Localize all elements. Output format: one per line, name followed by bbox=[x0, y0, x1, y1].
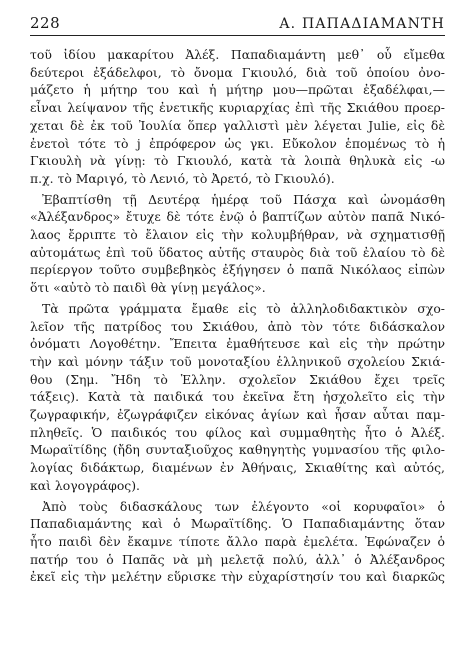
text-line: ἐνετοὶ τότε τὸ j ἐπρόφερον ὡς γκι. Εὔκολον ἑπομένως τὸ ἡ bbox=[30, 135, 445, 151]
text-line: χεται δὲ ἐκ τοῦ Ἰουλία ὅπερ γαλλιστὶ μὲν λέγεται Julie, εἰς δὲ bbox=[30, 117, 445, 133]
paragraph-baptism bbox=[30, 191, 445, 297]
text-line: Μωραϊτίδης (ἤδη συνταξιοῦχος καθηγητὴς γυμνασίου τῆς φιλο- bbox=[30, 442, 445, 458]
text-line: πληθεῖς. Ὁ παιδικός του φίλος καὶ συμμαθητὴς ἦτο ὁ Ἀλέξ. bbox=[30, 424, 445, 440]
text-line: πατήρ του ὁ Παπᾶς νὰ μὴ μελετᾷ πολύ, ἀλλ᾽ ὁ Ἀλέξανδρος bbox=[30, 551, 445, 567]
text-line: «Ἀλέξανδρος» ἔτυχε δὲ τότε ἐνῷ ὁ βαπτίζων αὐτὸν παπᾶ Νικό- bbox=[30, 209, 445, 225]
text-line: ζωγραφικήν, ἐζωγράφιζεν εἰκόνας ἁγίων καὶ ἦσαν αὗται παμ- bbox=[30, 407, 445, 423]
text-line: π.χ. τὸ Μαριγό, τὸ Λενιό, τὸ Ἀρετό, τὸ Γκιουλό). bbox=[30, 170, 335, 186]
text-line: αὐτομάτως ἐπὶ τοῦ ὕδατος αὐτῆς σταυρὸς διὰ τοῦ ἐλαίου τὸ δὲ bbox=[30, 244, 445, 260]
text-line: ἐκεῖ εἰς τὴν μελέτην εὕρισκε τὴν εὐχαρίστησίν του καὶ διαρκῶς bbox=[30, 569, 445, 585]
page-header bbox=[30, 14, 445, 35]
text-line: μάζετο ἡ μήτηρ του καὶ ἡ μήτηρ μου—πρῶται ἐξαδέλφαι,— bbox=[30, 82, 445, 98]
paragraph-name-origin bbox=[30, 46, 445, 188]
text-line: λεῖον τῆς πατρίδος του Σκιάθου, ἀπὸ τὸν τότε διδάσκαλον bbox=[30, 318, 445, 334]
text-line: τάξεις). Κατὰ τὰ παιδικά του ἐκεῖνα ἔτη ἠσχολεῖτο εἰς τὴν bbox=[30, 389, 445, 405]
text-line: Γκιουλὴ νὰ γίνῃ: τὸ Γκιουλό, κατὰ τὰ λοιπὰ θηλυκὰ εἰς -ω bbox=[30, 153, 445, 169]
text-line: εἶναι λείψανον τῆς ἐνετικῆς κυριαρχίας ἐπὶ τῆς Σκιάθου προερ- bbox=[30, 100, 445, 116]
header-rule bbox=[30, 35, 445, 36]
text-line: καὶ λογογράφος). bbox=[30, 477, 140, 493]
text-line: λογίας διδάκτωρ, διαμένων ἐν Ἀθήναις, Σκιαθίτης καὶ αὐτός, bbox=[30, 460, 445, 476]
text-line: θου (Σημ. Ἤδη τὸ Ἑλλην. σχολεῖον Σκιάθου ἔχει τρεῖς bbox=[30, 371, 445, 387]
paragraph-schooling bbox=[30, 300, 445, 495]
running-title: Α. ΠΑΠΑΔΙΑΜΑΝΤΗ bbox=[279, 16, 445, 32]
text-line: Τὰ πρῶτα γράμματα ἔμαθε εἰς τὸ ἀλληλοδιδακτικὸν σχο- bbox=[42, 300, 445, 316]
paragraph-teachers bbox=[30, 498, 445, 587]
text-line: ἦτο παιδὶ δὲν ἔκαμνε τίποτε ἄλλο παρὰ ἐμελέτα. Ἐφώναζεν ὁ bbox=[30, 533, 445, 549]
page-number: 228 bbox=[30, 14, 61, 32]
text-line: Ἐβαπτίσθη τῇ Δευτέρᾳ ἡμέρᾳ τοῦ Πάσχα καὶ ὠνομάσθη bbox=[42, 191, 445, 207]
text-line: δεύτεροι ἐξάδελφοι, τὸ ὄνομα Γκιουλό, διὰ τοῦ ὁποίου ὀνο- bbox=[30, 64, 445, 80]
text-line: ὀνόματι Λογοθέτην. Ἔπειτα ἐμαθήτευσε καὶ εἰς τὴν πρώτην bbox=[30, 336, 445, 352]
text-line: τὴν καὶ μόνην τάξιν τοῦ μονοταξίου ἑλληνικοῦ σχολείου Σκιά- bbox=[30, 353, 445, 369]
text-line: ὅτι «αὐτὸ τὸ παιδὶ θὰ γίνῃ μεγάλος». bbox=[30, 280, 266, 296]
text-line: Παπαδιαμάντης καὶ ὁ Μωραϊτίδης. Ὁ Παπαδιαμάντης ὅταν bbox=[30, 516, 445, 532]
text-line: λαος ἔρριπτε τὸ ἔλαιον εἰς τὴν κολυμβήθραν, νὰ σχηματισθῇ bbox=[30, 227, 445, 243]
text-line: περίεργον τοῦτο συμβεβηκὸς ἐξήγησεν ὁ παπᾶ Νικόλαος εἰπὼν bbox=[30, 262, 445, 278]
text-line: τοῦ ἰδίου μακαρίτου Ἀλέξ. Παπαδιαμάντη μεθ᾽ οὗ εἴμεθα bbox=[30, 47, 445, 62]
text-line: Ἀπὸ τοὺς διδασκάλους των ἐλέγοντο «οἱ κορυφαῖοι» ὁ bbox=[42, 498, 445, 514]
